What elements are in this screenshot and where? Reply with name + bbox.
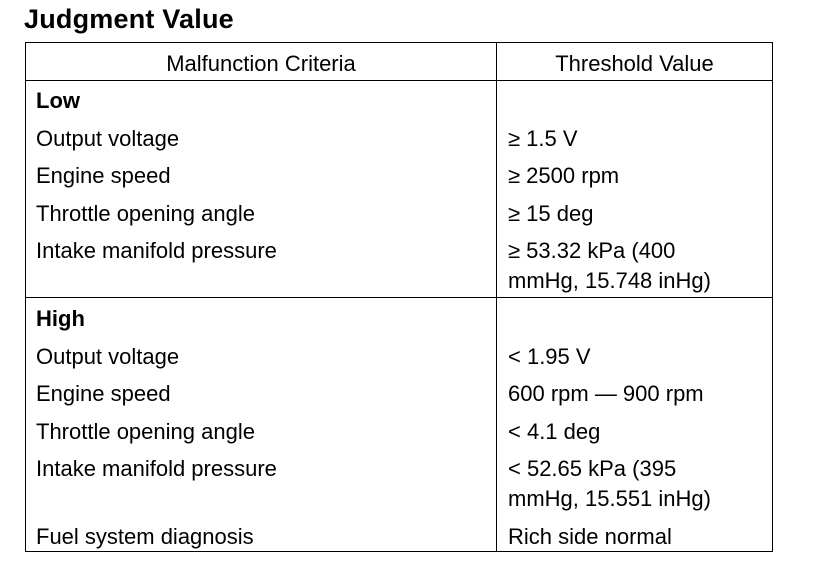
header-threshold: Threshold Value [555,51,714,76]
low-criterion-intake-pressure: Intake manifold pressure [36,238,277,263]
high-value-throttle: < 4.1 deg [508,419,601,444]
high-value-intake-pressure-line2: mmHg, 15.551 inHg) [508,486,711,511]
section-label-low: Low [36,88,80,113]
low-value-throttle: ≥ 15 deg [508,201,594,226]
low-value-engine-speed: ≥ 2500 rpm [508,163,620,188]
low-value-intake-pressure-line1: ≥ 53.32 kPa (400 [508,238,676,263]
high-criterion-throttle: Throttle opening angle [36,419,255,444]
high-criterion-intake-pressure: Intake manifold pressure [36,456,277,481]
high-criterion-output-voltage: Output voltage [36,344,180,369]
header-criteria: Malfunction Criteria [166,51,356,76]
section-divider [26,297,772,298]
high-value-intake-pressure-line1: < 52.65 kPa (395 [508,456,677,481]
low-criterion-engine-speed: Engine speed [36,163,171,188]
section-label-high: High [36,306,85,331]
low-criterion-throttle: Throttle opening angle [36,201,255,226]
high-value-engine-speed: 600 rpm — 900 rpm [508,381,704,406]
high-value-fuel-system: Rich side normal [508,524,672,549]
page-title: Judgment Value [24,4,234,34]
low-criterion-output-voltage: Output voltage [36,126,180,151]
judgment-table [25,42,773,552]
high-criterion-engine-speed: Engine speed [36,381,171,406]
low-value-output-voltage: ≥ 1.5 V [508,126,578,151]
header-divider [26,80,772,81]
high-criterion-fuel-system: Fuel system diagnosis [36,524,254,549]
high-value-output-voltage: < 1.95 V [508,344,591,369]
low-value-intake-pressure-line2: mmHg, 15.748 inHg) [508,268,711,293]
